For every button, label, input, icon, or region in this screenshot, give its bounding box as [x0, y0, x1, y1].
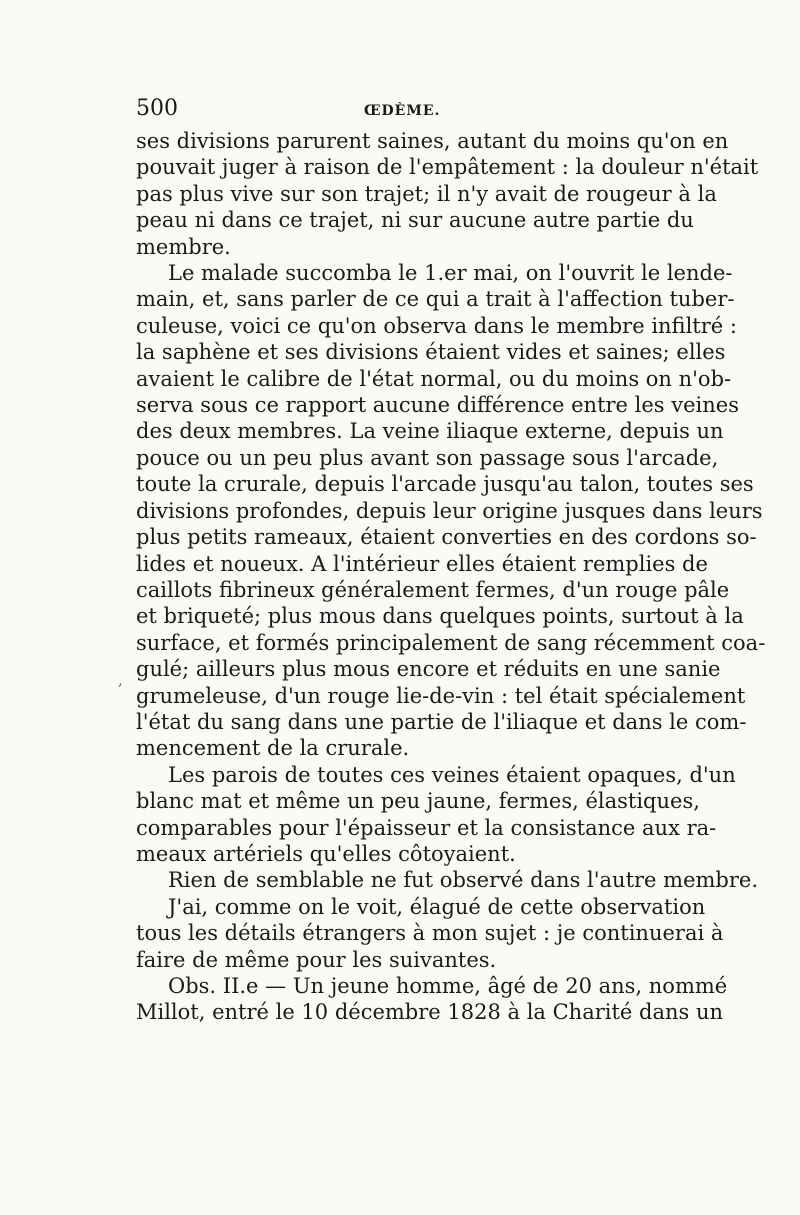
text-line: J'ai, comme on le voit, élagué de cette observation	[168, 894, 706, 919]
text-line: ses divisions parurent saines, autant du moins qu'on en	[136, 129, 729, 153]
text-line: avaient le calibre de l'état normal, ou du moins on n'ob-	[136, 366, 732, 391]
page-number: 500	[136, 96, 178, 121]
text-line: et briqueté; plus mous dans quelques points, surtout à la	[136, 604, 744, 629]
text-line: blanc mat et même un peu jaune, fermes, élastiques,	[136, 789, 700, 814]
text-line: membre.	[136, 234, 231, 259]
text-line: toute la crurale, depuis l'arcade jusqu'au talon, toutes ses	[136, 472, 754, 497]
text-line: pouce ou un peu plus avant son passage sous l'arcade,	[136, 445, 719, 470]
text-line: serva sous ce rapport aucune différence entre les veines	[136, 393, 739, 418]
text-line: pas plus vive sur son trajet; il n'y avait de rougeur à la	[136, 181, 717, 206]
text-line: gulé; ailleurs plus mous encore et réduits en une sanie	[136, 657, 721, 682]
text-line: l'état du sang dans une partie de l'iliaque et dans le com-	[136, 709, 747, 734]
text-line: lides et noueux. A l'intérieur elles étaient remplies de	[136, 551, 708, 576]
text-line: Les parois de toutes ces veines étaient opaques, d'un	[168, 762, 736, 787]
page	[136, 96, 766, 1026]
text-line: pouvait juger à raison de l'empâtement : la douleur n'était	[136, 155, 759, 180]
text-line: comparables pour l'épaisseur et la consistance aux ra-	[136, 815, 717, 840]
text-line: peau ni dans ce trajet, ni sur aucune autre partie du	[136, 208, 694, 233]
text-line: surface, et formés principalement de sang récemment coa-	[136, 630, 766, 655]
text-line: Le malade succomba le 1.er mai, on l'ouvrit le lende-	[168, 261, 733, 286]
text-line: des deux membres. La veine iliaque externe, depuis un	[136, 419, 724, 444]
text-line: meaux artériels qu'elles côtoyaient.	[136, 841, 516, 866]
text-line: Rien de semblable ne fut observé dans l'autre membre.	[168, 868, 758, 893]
text-line: faire de même pour les suivantes.	[136, 947, 497, 972]
text-line: mencement de la crurale.	[136, 736, 410, 761]
margin-mark: ‚	[118, 673, 123, 689]
text-line: Millot, entré le 10 décembre 1828 à la Charité dans un	[136, 1000, 724, 1025]
text-line: la saphène et ses divisions étaient vides et saines; elles	[136, 340, 726, 365]
body-text	[136, 128, 766, 1026]
text-line: main, et, sans parler de ce qui a trait à l'affection tuber-	[136, 287, 735, 312]
text-line: caillots fibrineux généralement fermes, d'un rouge pâle	[136, 577, 730, 602]
text-line: grumeleuse, d'un rouge lie-de-vin : tel était spécialement	[136, 683, 746, 708]
text-line: divisions profondes, depuis leur origine jusques dans leurs	[136, 498, 763, 523]
text-line: Obs. II.e — Un jeune homme, âgé de 20 ans, nommé	[168, 974, 728, 998]
text-line: tous les détails étrangers à mon sujet : je continuerai à	[136, 921, 724, 946]
page-header	[136, 96, 656, 126]
text-line: plus petits rameaux, étaient converties en des cordons so-	[136, 525, 757, 550]
text-line: culeuse, voici ce qu'on observa dans le membre infiltré :	[136, 313, 737, 338]
running-title: ŒDÈME.	[364, 103, 441, 119]
